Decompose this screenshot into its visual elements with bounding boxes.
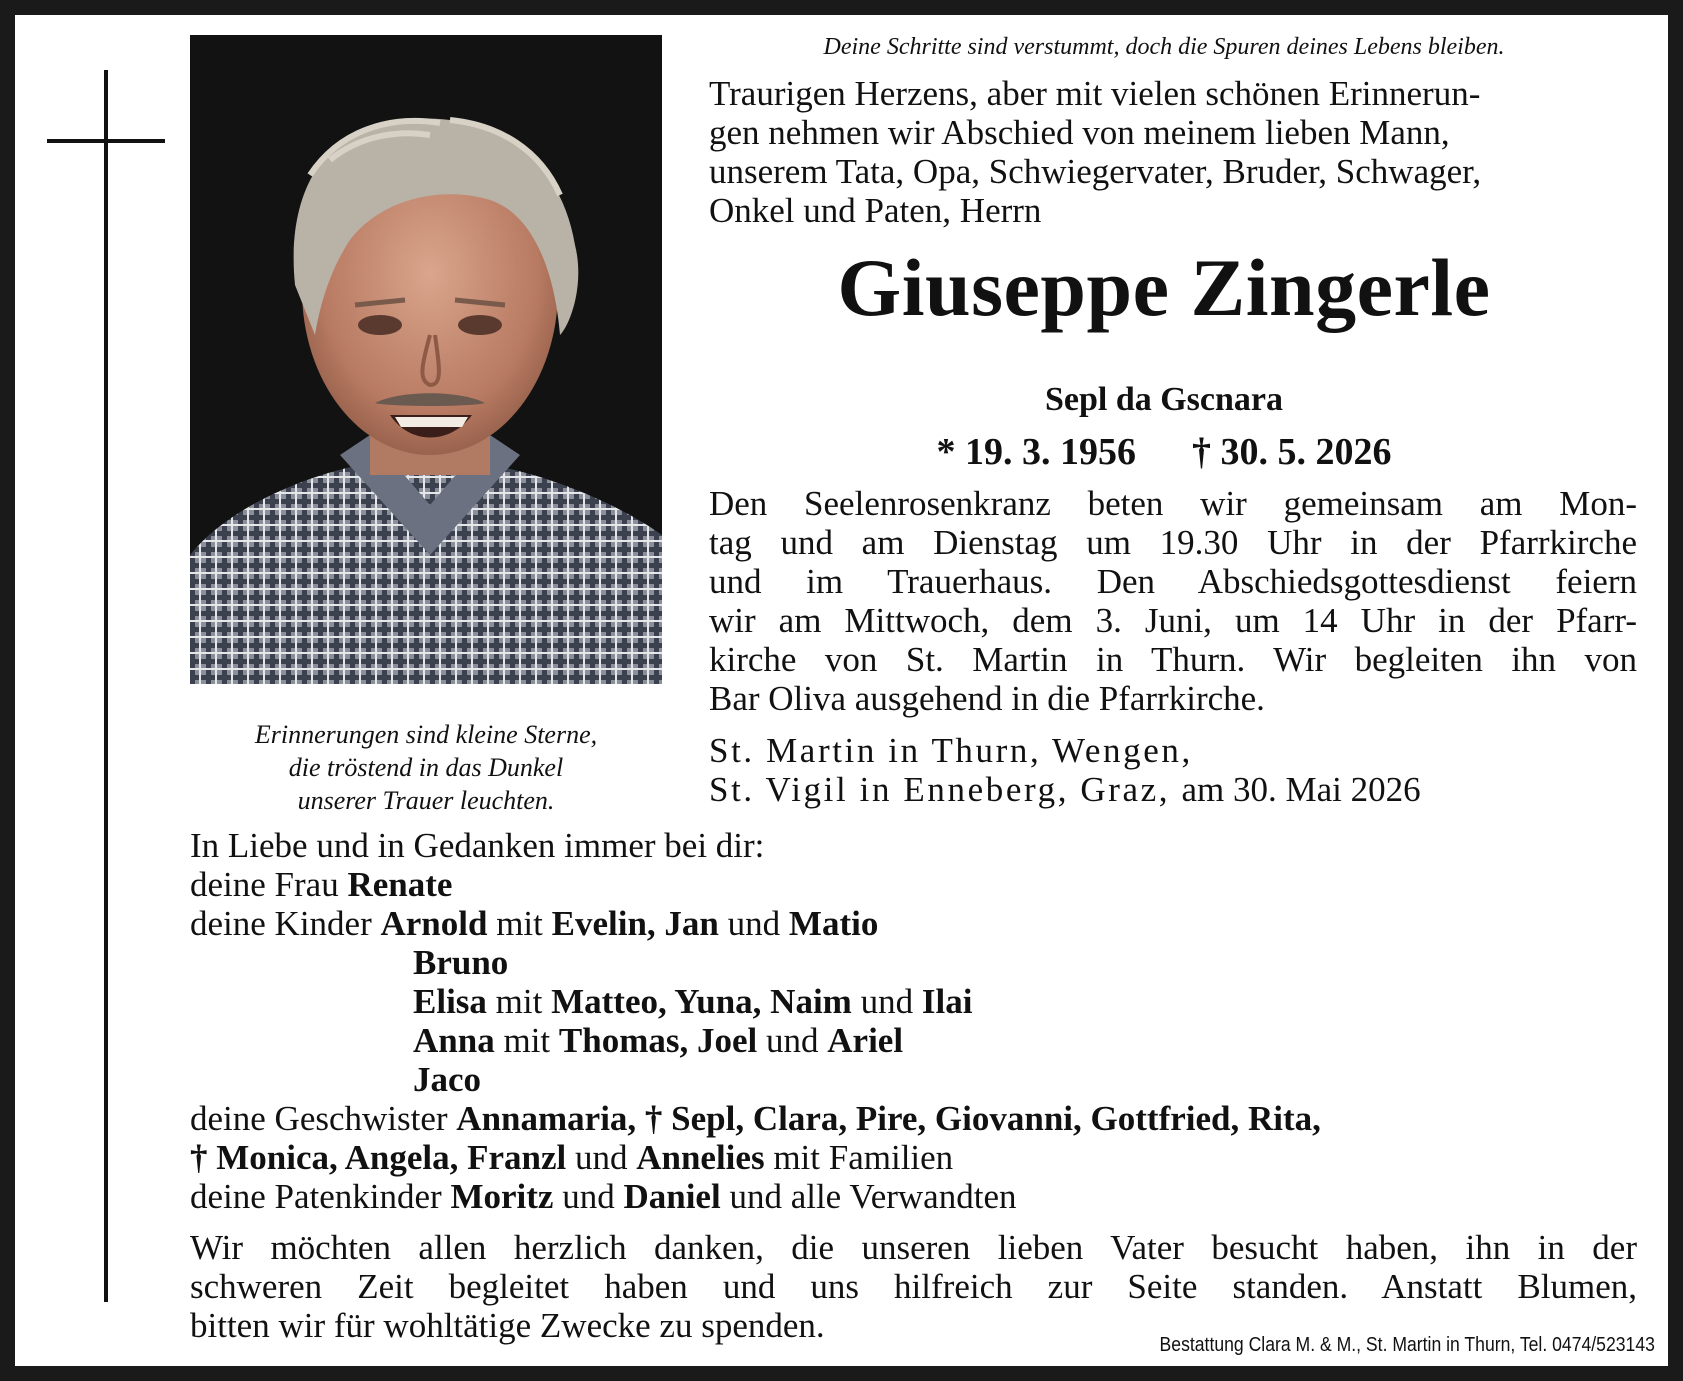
deceased-name: Giuseppe Zingerle bbox=[837, 242, 1491, 333]
family-member-name: Anna bbox=[413, 1021, 495, 1060]
intro-text bbox=[709, 74, 1481, 230]
caption-line: unserer Trauer leuchten. bbox=[297, 786, 555, 815]
family-kids bbox=[190, 1060, 1321, 1099]
thanks-text bbox=[190, 1228, 1637, 1345]
connector-text: mit bbox=[487, 904, 552, 943]
place-text: St. Vigil in Enneberg, Graz, bbox=[709, 770, 1182, 809]
thanks-line: Wir möchten allen herzlich danken, die unseren lieben Vater besucht haben, ihn in der bbox=[190, 1228, 1637, 1267]
family-member-name: Matio bbox=[788, 904, 879, 943]
intro-line: Traurigen Herzens, aber mit vielen schönen Erinnerun- bbox=[709, 74, 1481, 113]
intro-line: gen nehmen wir Abschied von meinem lieben Mann, bbox=[709, 113, 1450, 152]
connector-text: mit bbox=[486, 982, 552, 1021]
place-and-date bbox=[709, 731, 1421, 809]
death-date: † 30. 5. 2026 bbox=[1192, 431, 1392, 473]
family-siblings bbox=[190, 1138, 1321, 1177]
relation-label: deine Frau bbox=[190, 865, 348, 904]
service-line: wir am Mittwoch, dem 3. Juni, um 14 Uhr in der Pfarr- bbox=[709, 601, 1637, 640]
caption-line: Erinnerungen sind kleine Sterne, bbox=[254, 720, 598, 749]
family-member-name: Annelies bbox=[636, 1138, 765, 1177]
relation-label: deine Patenkinder bbox=[190, 1177, 451, 1216]
intro-line: unserem Tata, Opa, Schwiegervater, Bruder, Schwager, bbox=[709, 152, 1482, 191]
relation-label: deine Kinder bbox=[190, 904, 381, 943]
family-member-name: Renate bbox=[347, 865, 453, 904]
family-member-name: Ariel bbox=[827, 1021, 904, 1060]
birth-date: * 19. 3. 1956 bbox=[936, 431, 1136, 473]
connector-text: mit Familien bbox=[764, 1138, 954, 1177]
connector-text: mit bbox=[494, 1021, 559, 1060]
family-kids bbox=[190, 904, 1321, 943]
family-member-name: † Monica, Angela, Franzl bbox=[190, 1138, 567, 1177]
service-details bbox=[709, 484, 1637, 718]
service-line: Den Seelenrosenkranz beten wir gemeinsam am Mon- bbox=[709, 484, 1637, 523]
top-quote: Deine Schritte sind verstummt, doch die Spuren deines Lebens bleiben. bbox=[823, 34, 1505, 60]
family-kids bbox=[190, 982, 1321, 1021]
funeral-home-footer: Bestattung Clara M. & M., St. Martin in Thurn, Tel. 0474/523143 bbox=[1159, 1334, 1655, 1356]
intro-line: Onkel und Paten, Herrn bbox=[709, 191, 1042, 230]
caption-line: die tröstend in das Dunkel bbox=[288, 753, 564, 782]
service-line: kirche von St. Martin in Thurn. Wir begleiten ihn von bbox=[709, 640, 1637, 679]
place-line bbox=[709, 770, 1421, 809]
relation-label: deine Geschwister bbox=[190, 1099, 457, 1138]
connector-text: und alle Verwandten bbox=[720, 1177, 1017, 1216]
connector-text: und bbox=[757, 1021, 828, 1060]
family-godchildren bbox=[190, 1177, 1321, 1216]
family-heading: In Liebe und in Gedanken immer bei dir: bbox=[190, 826, 765, 865]
family-kids bbox=[190, 943, 1321, 982]
announcement-date: am 30. Mai 2026 bbox=[1181, 770, 1421, 809]
family-member-name: Thomas, Joel bbox=[558, 1021, 758, 1060]
service-line: Bar Oliva ausgehend in die Pfarrkirche. bbox=[709, 679, 1265, 718]
family-member-name: Daniel bbox=[623, 1177, 721, 1216]
thanks-line: schweren Zeit begleitet haben und uns hilfreich zur Seite standen. Anstatt Blumen, bbox=[190, 1267, 1637, 1306]
connector-text: und bbox=[718, 904, 789, 943]
family-member-name: Moritz bbox=[450, 1177, 554, 1216]
family-member-name: Jaco bbox=[413, 1060, 482, 1099]
connector-text: und bbox=[566, 1138, 637, 1177]
connector-text: und bbox=[851, 982, 922, 1021]
cross-icon-horizontal bbox=[47, 139, 165, 143]
family-member-name: Elisa bbox=[413, 982, 487, 1021]
family-member-name: Matteo, Yuna, Naim bbox=[551, 982, 852, 1021]
family-list bbox=[190, 826, 1321, 1216]
deceased-nickname: Sepl da Gscnara bbox=[1044, 381, 1284, 418]
life-dates bbox=[698, 429, 1630, 475]
family-member-name: Bruno bbox=[413, 943, 509, 982]
portrait-photo bbox=[190, 35, 662, 684]
place-line: St. Martin in Thurn, Wengen, bbox=[709, 731, 1193, 770]
photo-caption bbox=[180, 718, 672, 817]
family-member-name: Evelin, Jan bbox=[551, 904, 719, 943]
cross-icon-vertical bbox=[104, 70, 108, 1302]
family-kids bbox=[190, 1021, 1321, 1060]
family-siblings bbox=[190, 1099, 1321, 1138]
connector-text: und bbox=[553, 1177, 624, 1216]
family-wife bbox=[190, 865, 1321, 904]
family-member-name: Arnold bbox=[380, 904, 488, 943]
thanks-line: bitten wir für wohltätige Zwecke zu spenden. bbox=[190, 1306, 825, 1345]
service-line: und im Trauerhaus. Den Abschiedsgottesdienst feiern bbox=[709, 562, 1637, 601]
family-member-name: Ilai bbox=[921, 982, 973, 1021]
family-member-name: Annamaria, † Sepl, Clara, Pire, Giovanni, Gottfried, Rita, bbox=[456, 1099, 1321, 1138]
service-line: tag und am Dienstag um 19.30 Uhr in der Pfarrkirche bbox=[709, 523, 1637, 562]
